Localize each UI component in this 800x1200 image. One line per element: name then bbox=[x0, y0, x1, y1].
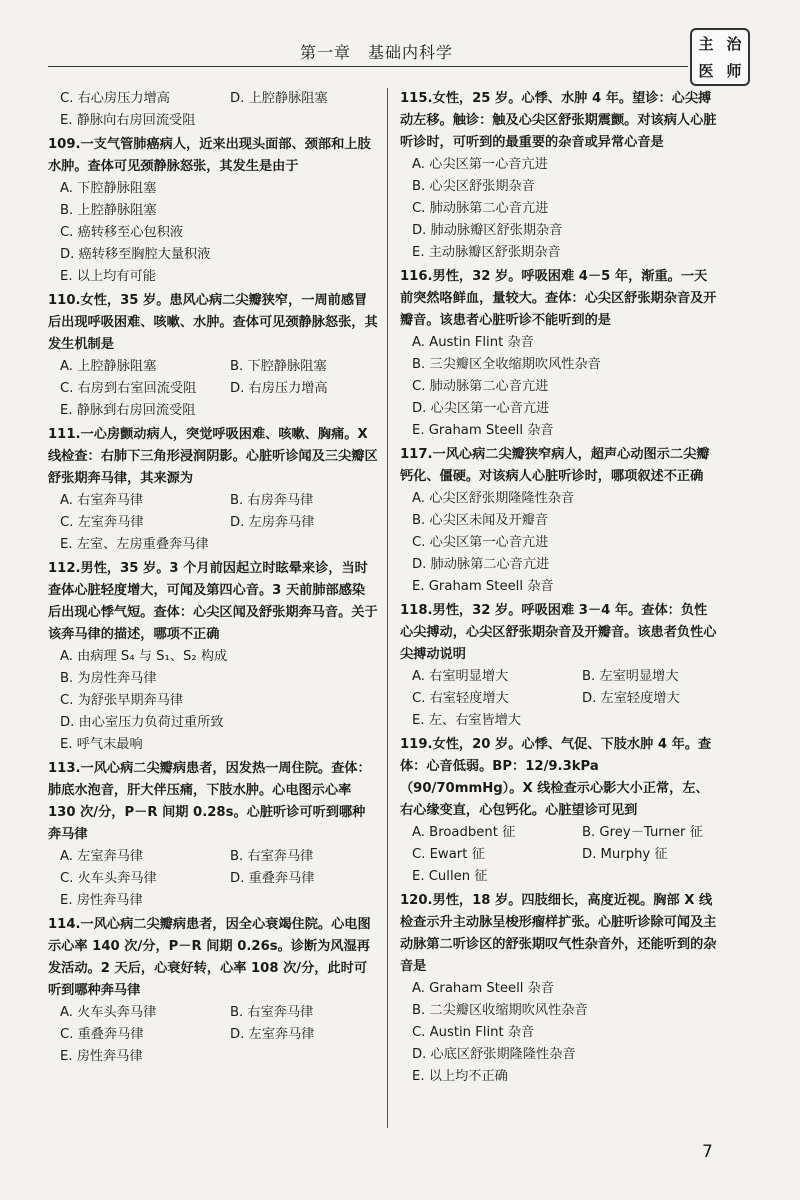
question-stem bbox=[400, 88, 718, 154]
question-number: 116. bbox=[400, 269, 433, 284]
answer-option-row bbox=[400, 688, 718, 710]
answer-option: B. 下腔静脉阻塞 bbox=[230, 359, 327, 374]
answer-option: C. 癌转移至心包积液 bbox=[60, 225, 184, 240]
answer-option: E. 主动脉瓣区舒张期杂音 bbox=[412, 245, 561, 260]
answer-option: E. Cullen 征 bbox=[412, 869, 488, 884]
answer-option: E. 呼气末最响 bbox=[60, 737, 143, 752]
question-item bbox=[400, 88, 718, 264]
question-text: 男性，32 岁。呼吸困难 3－4 年。查体：负性心尖搏动，心尖区舒张期杂音及开瓣音。该患者负性心尖搏动说明 bbox=[400, 603, 717, 662]
question-item bbox=[48, 290, 378, 422]
question-number: 119. bbox=[400, 737, 433, 752]
answer-option: D. 肺动脉瓣区舒张期杂音 bbox=[412, 223, 563, 238]
chapter-title: 第一章 基础内科学 bbox=[300, 43, 454, 62]
question-text: 一风心病二尖瓣病患者，因发热一周住院。查体：肺底水泡音，肝大伴压痛，下肢水肿。心电图示心率 130 次/分，P－R 间期 0.28s。心脏听诊可听到哪种奔马律 bbox=[48, 761, 371, 842]
answer-option: B. Grey－Turner 征 bbox=[582, 825, 703, 840]
question-number: 115. bbox=[400, 91, 433, 106]
answer-option: A. 由病理 S₄ 与 S₁、S₂ 构成 bbox=[60, 649, 228, 664]
answer-option: E. 静脉到右房回流受阻 bbox=[60, 403, 196, 418]
question-stem bbox=[400, 734, 718, 822]
answer-option: C. 为舒张早期奔马律 bbox=[60, 693, 184, 708]
answer-option: A. 上腔静脉阻塞 bbox=[60, 359, 157, 374]
question-text: 女性，35 岁。患风心病二尖瓣狭窄，一周前感冒后出现呼吸困难、咳嗽、水肿。查体可见颈静脉怒张，其发生机制是 bbox=[48, 293, 378, 352]
answer-option-row bbox=[48, 490, 378, 512]
answer-option: D. 肺动脉第二心音亢进 bbox=[412, 557, 550, 572]
answer-option: C. 火车头奔马律 bbox=[60, 871, 157, 886]
answer-option: C. 重叠奔马律 bbox=[60, 1027, 144, 1042]
answer-option: B. 为房性奔马律 bbox=[60, 671, 157, 686]
answer-option: C. 右房到右室回流受阻 bbox=[60, 381, 197, 396]
question-stem bbox=[48, 290, 378, 356]
right-column bbox=[400, 88, 718, 1090]
answer-option: C. 右心房压力增高 bbox=[60, 91, 170, 106]
answer-option: A. 右室明显增大 bbox=[412, 669, 509, 684]
column-divider bbox=[387, 88, 388, 1128]
answer-option: A. 右室奔马律 bbox=[60, 493, 144, 508]
header-rule bbox=[48, 66, 688, 67]
question-stem bbox=[400, 890, 718, 978]
question-text: 一心房颤动病人，突觉呼吸困难、咳嗽、胸痛。X 线检查：右肺下三角形浸润阴影。心脏听诊闻及三尖瓣区舒张期奔马律，其来源为 bbox=[48, 427, 378, 486]
answer-option: D. 左室轻度增大 bbox=[582, 691, 680, 706]
question-stem bbox=[400, 444, 718, 488]
logo-char: 治 bbox=[726, 34, 742, 53]
answer-option: C. Austin Flint 杂音 bbox=[412, 1025, 535, 1040]
answer-option: B. 右室奔马律 bbox=[230, 849, 314, 864]
answer-option: E. 左、右室皆增大 bbox=[412, 713, 522, 728]
answer-option-row bbox=[48, 378, 378, 400]
answer-option-row bbox=[48, 846, 378, 868]
question-item bbox=[400, 890, 718, 1088]
question-text: 男性，18 岁。四肢细长，高度近视。胸部 X 线检查示升主动脉呈梭形瘤样扩张。心脏听诊除可闻及主动脉第二听诊区的舒张期叹气性杂音外，还能听到的杂音是 bbox=[400, 893, 717, 974]
answer-option: D. 重叠奔马律 bbox=[230, 871, 315, 886]
answer-option: C. 心尖区第一心音亢进 bbox=[412, 535, 549, 550]
logo-char: 师 bbox=[726, 61, 742, 80]
answer-option-row bbox=[48, 512, 378, 534]
answer-option: C. 肺动脉第二心音亢进 bbox=[412, 379, 549, 394]
question-item bbox=[400, 444, 718, 598]
answer-option: D. 心底区舒张期隆隆性杂音 bbox=[412, 1047, 576, 1062]
answer-option-row bbox=[400, 844, 718, 866]
question-item bbox=[400, 600, 718, 732]
answer-option: E. 以上均有可能 bbox=[60, 269, 156, 284]
answer-option: B. 左室明显增大 bbox=[582, 669, 679, 684]
answer-option: D. 癌转移至胸腔大量积液 bbox=[60, 247, 211, 262]
question-text: 一支气管肺癌病人，近来出现头面部、颈部和上肢水肿。查体可见颈静脉怒张，其发生是由于 bbox=[48, 137, 371, 174]
logo-char: 医 bbox=[698, 61, 714, 80]
answer-option: D. 上腔静脉阻塞 bbox=[230, 91, 328, 106]
question-item bbox=[400, 266, 718, 442]
question-item bbox=[48, 914, 378, 1068]
question-number: 118. bbox=[400, 603, 433, 618]
question-text: 一风心病二尖瓣狭窄病人，超声心动图示二尖瓣钙化、僵硬。对该病人心脏听诊时，哪项叙述不正确 bbox=[400, 447, 710, 484]
question-text: 男性，35 岁。3 个月前因起立时眩晕来诊，当时查体心脏轻度增大，可闻及第四心音。3 天前肺部感染后出现心悸气短。查体：心尖区闻及舒张期奔马音。关于该奔马律的描述，哪项不正确 bbox=[48, 561, 378, 642]
answer-option: E. 房性奔马律 bbox=[60, 893, 143, 908]
question-stem bbox=[400, 266, 718, 332]
answer-option: C. 右室轻度增大 bbox=[412, 691, 509, 706]
answer-option: D. 右房压力增高 bbox=[230, 381, 328, 396]
answer-option: A. 心尖区舒张期隆隆性杂音 bbox=[412, 491, 575, 506]
answer-option: A. Austin Flint 杂音 bbox=[412, 335, 534, 350]
answer-option-row bbox=[400, 666, 718, 688]
question-number: 109. bbox=[48, 137, 81, 152]
series-logo bbox=[690, 28, 750, 86]
answer-option-row bbox=[48, 1002, 378, 1024]
question-number: 113. bbox=[48, 761, 81, 776]
answer-option-row bbox=[48, 356, 378, 378]
question-item bbox=[48, 758, 378, 912]
answer-option: A. 下腔静脉阻塞 bbox=[60, 181, 157, 196]
answer-option-row bbox=[400, 822, 718, 844]
question-item bbox=[48, 88, 378, 132]
question-number: 117. bbox=[400, 447, 433, 462]
answer-option: D. 左室奔马律 bbox=[230, 1027, 315, 1042]
answer-option-row bbox=[48, 88, 378, 110]
answer-option: A. Broadbent 征 bbox=[412, 825, 516, 840]
answer-option-row bbox=[48, 1024, 378, 1046]
answer-option: C. Ewart 征 bbox=[412, 847, 485, 862]
answer-option: B. 心尖区舒张期杂音 bbox=[412, 179, 535, 194]
answer-option: E. 以上均不正确 bbox=[412, 1069, 508, 1084]
answer-option: E. 左室、左房重叠奔马律 bbox=[60, 537, 209, 552]
answer-option: D. 心尖区第一心音亢进 bbox=[412, 401, 550, 416]
question-item bbox=[400, 734, 718, 888]
answer-option: E. Graham Steell 杂音 bbox=[412, 579, 554, 594]
question-number: 111. bbox=[48, 427, 81, 442]
answer-option: E. 房性奔马律 bbox=[60, 1049, 143, 1064]
answer-option: A. 火车头奔马律 bbox=[60, 1005, 157, 1020]
answer-option: B. 上腔静脉阻塞 bbox=[60, 203, 157, 218]
question-text: 女性，20 岁。心悸、气促、下肢水肿 4 年。查体：心音低弱。BP：12/9.3kPa（90/70mmHg）。X 线检查示心影大小正常，左、右心缘变直，心包钙化。心脏望诊可见到 bbox=[400, 737, 712, 818]
answer-option: B. 右室奔马律 bbox=[230, 1005, 314, 1020]
question-stem bbox=[400, 600, 718, 666]
page-header bbox=[0, 0, 800, 78]
page-number: 7 bbox=[702, 1142, 713, 1162]
answer-option-row bbox=[48, 868, 378, 890]
question-number: 114. bbox=[48, 917, 81, 932]
answer-option: A. 心尖区第一心音亢进 bbox=[412, 157, 548, 172]
answer-option: D. 左房奔马律 bbox=[230, 515, 315, 530]
left-column bbox=[48, 88, 378, 1070]
question-stem bbox=[48, 558, 378, 646]
answer-option: D. Murphy 征 bbox=[582, 847, 668, 862]
question-stem bbox=[48, 134, 378, 178]
question-number: 120. bbox=[400, 893, 433, 908]
question-number: 112. bbox=[48, 561, 81, 576]
answer-option: A. Graham Steell 杂音 bbox=[412, 981, 555, 996]
answer-option: D. 由心室压力负荷过重所致 bbox=[60, 715, 224, 730]
question-text: 男性，32 岁。呼吸困难 4－5 年，渐重。一天前突然咯鲜血，量较大。查体：心尖区舒张期杂音及开瓣音。该患者心脏听诊不能听到的是 bbox=[400, 269, 717, 328]
question-item bbox=[48, 558, 378, 756]
answer-option: E. Graham Steell 杂音 bbox=[412, 423, 554, 438]
answer-option: B. 二尖瓣区收缩期吹风性杂音 bbox=[412, 1003, 588, 1018]
question-item bbox=[48, 134, 378, 288]
question-item bbox=[48, 424, 378, 556]
logo-char: 主 bbox=[698, 34, 714, 53]
question-stem bbox=[48, 758, 378, 846]
question-text: 女性，25 岁。心悸、水肿 4 年。望诊：心尖搏动左移。触诊：触及心尖区舒张期震颤。对该病人心脏听诊时，可听到的最重要的杂音或异常心音是 bbox=[400, 91, 717, 150]
answer-option: B. 右房奔马律 bbox=[230, 493, 314, 508]
answer-option: B. 心尖区未闻及开瓣音 bbox=[412, 513, 549, 528]
answer-option: A. 左室奔马律 bbox=[60, 849, 144, 864]
answer-option: C. 肺动脉第二心音亢进 bbox=[412, 201, 549, 216]
answer-option: C. 左室奔马律 bbox=[60, 515, 144, 530]
answer-option: E. 静脉向右房回流受阻 bbox=[60, 113, 196, 128]
question-stem bbox=[48, 424, 378, 490]
question-text: 一风心病二尖瓣病患者，因全心衰竭住院。心电图示心率 140 次/分，P－R 间期 0.26s。诊断为风湿再发活动。2 天后，心衰好转，心率 108 次/分，此时可听到哪种奔马律 bbox=[48, 917, 371, 998]
question-number: 110. bbox=[48, 293, 81, 308]
question-stem bbox=[48, 914, 378, 1002]
answer-option: B. 三尖瓣区全收缩期吹风性杂音 bbox=[412, 357, 601, 372]
